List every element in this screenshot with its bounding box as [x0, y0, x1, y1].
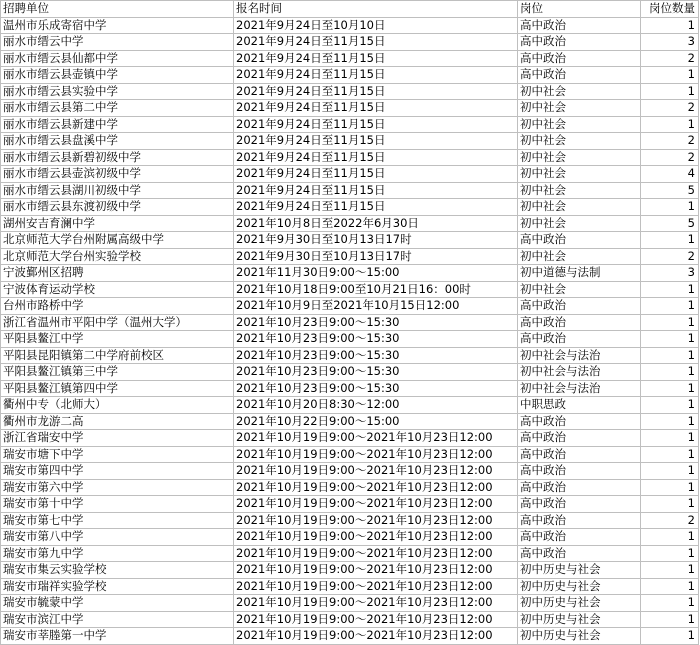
- cell-position: 初中社会与法治: [518, 347, 641, 364]
- cell-period: 2021年10月19日9:00～2021年10月23日12:00: [234, 545, 518, 562]
- cell-count: 1: [641, 314, 699, 331]
- cell-position: 初中社会: [518, 116, 641, 133]
- cell-unit: 丽水市缙云县壶镇中学: [1, 67, 234, 84]
- cell-unit: 丽水市缙云中学: [1, 34, 234, 51]
- table-row: [1, 281, 699, 298]
- cell-count: 1: [641, 17, 699, 34]
- cell-unit: 台州市路桥中学: [1, 298, 234, 315]
- cell-count: 1: [641, 529, 699, 546]
- header-position: 岗位: [518, 1, 641, 18]
- cell-period: 2021年9月24日至11月15日: [234, 199, 518, 216]
- cell-unit: 宁波鄞州区招聘: [1, 265, 234, 282]
- cell-position: 初中社会: [518, 199, 641, 216]
- cell-period: 2021年10月19日9:00～2021年10月23日12:00: [234, 529, 518, 546]
- table-row: [1, 430, 699, 447]
- cell-unit: 平阳县鳌江镇第三中学: [1, 364, 234, 381]
- cell-count: 1: [641, 347, 699, 364]
- cell-count: 1: [641, 232, 699, 249]
- cell-period: 2021年10月23日9:00～15:30: [234, 347, 518, 364]
- header-period: 报名时间: [234, 1, 518, 18]
- table-row: [1, 529, 699, 546]
- cell-period: 2021年9月24日至11月15日: [234, 166, 518, 183]
- cell-unit: 瑞安市滨江中学: [1, 611, 234, 628]
- cell-count: 1: [641, 545, 699, 562]
- cell-position: 初中历史与社会: [518, 628, 641, 645]
- cell-count: 2: [641, 149, 699, 166]
- cell-unit: 瑞安市集云实验学校: [1, 562, 234, 579]
- cell-position: 初中社会: [518, 83, 641, 100]
- header-unit: 招聘单位: [1, 1, 234, 18]
- table-row: [1, 314, 699, 331]
- cell-count: 2: [641, 512, 699, 529]
- cell-position: 高中政治: [518, 529, 641, 546]
- cell-unit: 衢州中专（北师大）: [1, 397, 234, 414]
- cell-period: 2021年10月18日9:00至10月21日16：00时: [234, 281, 518, 298]
- cell-period: 2021年10月23日9:00～15:30: [234, 380, 518, 397]
- cell-period: 2021年10月8日至2022年6月30日: [234, 215, 518, 232]
- cell-unit: 温州市乐成寄宿中学: [1, 17, 234, 34]
- table-row: [1, 116, 699, 133]
- cell-unit: 平阳县鳌江中学: [1, 331, 234, 348]
- cell-period: 2021年10月19日9:00～2021年10月23日12:00: [234, 512, 518, 529]
- cell-period: 2021年10月20日8:30～12:00: [234, 397, 518, 414]
- table-row: [1, 446, 699, 463]
- cell-count: 1: [641, 397, 699, 414]
- cell-count: 1: [641, 446, 699, 463]
- cell-unit: 丽水市缙云县盘溪中学: [1, 133, 234, 150]
- cell-position: 初中历史与社会: [518, 562, 641, 579]
- cell-period: 2021年10月19日9:00～2021年10月23日12:00: [234, 479, 518, 496]
- table-row: [1, 611, 699, 628]
- cell-position: 高中政治: [518, 463, 641, 480]
- cell-unit: 衢州市龙游二高: [1, 413, 234, 430]
- cell-position: 初中历史与社会: [518, 611, 641, 628]
- cell-unit: 浙江省温州市平阳中学（温州大学）: [1, 314, 234, 331]
- cell-count: 1: [641, 430, 699, 447]
- table-row: [1, 347, 699, 364]
- table-row: [1, 479, 699, 496]
- cell-period: 2021年9月24日至11月15日: [234, 34, 518, 51]
- cell-period: 2021年9月24日至11月15日: [234, 133, 518, 150]
- cell-position: 初中社会: [518, 248, 641, 265]
- cell-period: 2021年10月9日至2021年10月15日12:00: [234, 298, 518, 315]
- cell-count: 1: [641, 116, 699, 133]
- table-row: [1, 578, 699, 595]
- cell-count: 2: [641, 133, 699, 150]
- cell-unit: 丽水市缙云县仙都中学: [1, 50, 234, 67]
- cell-period: 2021年10月19日9:00～2021年10月23日12:00: [234, 446, 518, 463]
- table-row: [1, 265, 699, 282]
- cell-period: 2021年10月23日9:00～15:30: [234, 314, 518, 331]
- cell-unit: 丽水市缙云县实验中学: [1, 83, 234, 100]
- cell-period: 2021年11月30日9:00～15:00: [234, 265, 518, 282]
- table-row: [1, 248, 699, 265]
- cell-count: 1: [641, 298, 699, 315]
- cell-unit: 丽水市缙云县湖川初级中学: [1, 182, 234, 199]
- cell-unit: 北京师范大学台州附属高级中学: [1, 232, 234, 249]
- cell-period: 2021年9月30日至10月13日17时: [234, 232, 518, 249]
- cell-period: 2021年9月24日至11月15日: [234, 100, 518, 117]
- cell-count: 1: [641, 199, 699, 216]
- cell-period: 2021年9月24日至11月15日: [234, 50, 518, 67]
- table-row: [1, 34, 699, 51]
- cell-unit: 北京师范大学台州实验学校: [1, 248, 234, 265]
- cell-unit: 瑞安市毓蒙中学: [1, 595, 234, 612]
- cell-position: 高中政治: [518, 17, 641, 34]
- table-row: [1, 182, 699, 199]
- cell-count: 5: [641, 215, 699, 232]
- cell-unit: 瑞安市第十中学: [1, 496, 234, 513]
- cell-count: 1: [641, 463, 699, 480]
- cell-unit: 浙江省瑞安中学: [1, 430, 234, 447]
- table-row: [1, 50, 699, 67]
- cell-period: 2021年9月24日至11月15日: [234, 83, 518, 100]
- cell-position: 初中道德与法制: [518, 265, 641, 282]
- cell-position: 高中政治: [518, 512, 641, 529]
- table-row: [1, 166, 699, 183]
- cell-period: 2021年9月24日至11月15日: [234, 182, 518, 199]
- cell-period: 2021年9月24日至11月15日: [234, 67, 518, 84]
- table-row: [1, 232, 699, 249]
- cell-count: 1: [641, 380, 699, 397]
- cell-count: 2: [641, 100, 699, 117]
- cell-position: 初中社会: [518, 182, 641, 199]
- cell-count: 3: [641, 34, 699, 51]
- cell-position: 高中政治: [518, 496, 641, 513]
- cell-position: 初中社会: [518, 149, 641, 166]
- cell-count: 1: [641, 83, 699, 100]
- cell-count: 1: [641, 595, 699, 612]
- cell-count: 1: [641, 496, 699, 513]
- table-row: [1, 463, 699, 480]
- cell-period: 2021年9月24日至10月10日: [234, 17, 518, 34]
- cell-position: 高中政治: [518, 430, 641, 447]
- cell-count: 1: [641, 67, 699, 84]
- cell-position: 初中社会与法治: [518, 380, 641, 397]
- cell-period: 2021年10月23日9:00～15:30: [234, 364, 518, 381]
- cell-position: 高中政治: [518, 314, 641, 331]
- table-row: [1, 149, 699, 166]
- cell-unit: 丽水市缙云县新建中学: [1, 116, 234, 133]
- cell-unit: 丽水市缙云县东渡初级中学: [1, 199, 234, 216]
- cell-unit: 丽水市缙云县壶滨初级中学: [1, 166, 234, 183]
- table-row: [1, 67, 699, 84]
- table-row: [1, 413, 699, 430]
- cell-position: 高中政治: [518, 67, 641, 84]
- cell-position: 高中政治: [518, 50, 641, 67]
- cell-period: 2021年10月19日9:00～2021年10月23日12:00: [234, 578, 518, 595]
- cell-count: 1: [641, 281, 699, 298]
- cell-position: 初中社会: [518, 166, 641, 183]
- cell-unit: 瑞安市第六中学: [1, 479, 234, 496]
- cell-position: 初中社会: [518, 281, 641, 298]
- table-row: [1, 17, 699, 34]
- cell-period: 2021年10月19日9:00～2021年10月23日12:00: [234, 463, 518, 480]
- header-count: 岗位数量: [641, 1, 699, 18]
- table-row: [1, 83, 699, 100]
- cell-position: 高中政治: [518, 545, 641, 562]
- cell-unit: 湖州安吉育澜中学: [1, 215, 234, 232]
- cell-position: 高中政治: [518, 34, 641, 51]
- cell-period: 2021年10月19日9:00～2021年10月23日12:00: [234, 496, 518, 513]
- cell-period: 2021年10月19日9:00～2021年10月23日12:00: [234, 562, 518, 579]
- cell-unit: 瑞安市瑞祥实验学校: [1, 578, 234, 595]
- cell-unit: 丽水市缙云县新碧初级中学: [1, 149, 234, 166]
- cell-position: 高中政治: [518, 232, 641, 249]
- cell-position: 高中政治: [518, 479, 641, 496]
- cell-unit: 瑞安市莘塍第一中学: [1, 628, 234, 645]
- table-row: [1, 199, 699, 216]
- table-row: [1, 331, 699, 348]
- table-row: [1, 100, 699, 117]
- table-row: [1, 562, 699, 579]
- cell-period: 2021年10月23日9:00～15:30: [234, 331, 518, 348]
- cell-unit: 瑞安市第四中学: [1, 463, 234, 480]
- table-row: [1, 496, 699, 513]
- cell-count: 1: [641, 364, 699, 381]
- cell-count: 1: [641, 611, 699, 628]
- cell-unit: 瑞安市塘下中学: [1, 446, 234, 463]
- cell-period: 2021年9月30日至10月13日17时: [234, 248, 518, 265]
- cell-period: 2021年10月19日9:00～2021年10月23日12:00: [234, 430, 518, 447]
- cell-unit: 平阳县鳌江镇第四中学: [1, 380, 234, 397]
- cell-position: 高中政治: [518, 413, 641, 430]
- cell-count: 1: [641, 413, 699, 430]
- table-body: [1, 17, 699, 644]
- cell-unit: 瑞安市第七中学: [1, 512, 234, 529]
- cell-unit: 瑞安市第八中学: [1, 529, 234, 546]
- cell-count: 4: [641, 166, 699, 183]
- cell-position: 初中社会: [518, 100, 641, 117]
- table-row: [1, 628, 699, 645]
- cell-period: 2021年10月19日9:00～2021年10月23日12:00: [234, 611, 518, 628]
- cell-count: 5: [641, 182, 699, 199]
- cell-position: 初中社会与法治: [518, 364, 641, 381]
- cell-position: 初中社会: [518, 133, 641, 150]
- cell-position: 初中历史与社会: [518, 578, 641, 595]
- table-row: [1, 215, 699, 232]
- cell-period: 2021年10月19日9:00～2021年10月23日12:00: [234, 595, 518, 612]
- cell-unit: 平阳县昆阳镇第二中学府前校区: [1, 347, 234, 364]
- cell-position: 中职思政: [518, 397, 641, 414]
- cell-position: 高中政治: [518, 331, 641, 348]
- cell-count: 1: [641, 578, 699, 595]
- cell-period: 2021年10月22日9:00～15:00: [234, 413, 518, 430]
- table-row: [1, 397, 699, 414]
- table-row: [1, 545, 699, 562]
- cell-unit: 瑞安市第九中学: [1, 545, 234, 562]
- cell-period: 2021年10月19日9:00～2021年10月23日12:00: [234, 628, 518, 645]
- cell-period: 2021年9月24日至11月15日: [234, 116, 518, 133]
- table-row: [1, 133, 699, 150]
- cell-position: 初中历史与社会: [518, 595, 641, 612]
- cell-unit: 宁波体育运动学校: [1, 281, 234, 298]
- cell-count: 3: [641, 265, 699, 282]
- cell-count: 2: [641, 50, 699, 67]
- cell-count: 1: [641, 562, 699, 579]
- cell-count: 2: [641, 248, 699, 265]
- header-row: [1, 1, 699, 18]
- table-row: [1, 380, 699, 397]
- cell-count: 1: [641, 628, 699, 645]
- cell-unit: 丽水市缙云县第二中学: [1, 100, 234, 117]
- table-row: [1, 512, 699, 529]
- cell-count: 1: [641, 331, 699, 348]
- cell-period: 2021年9月24日至11月15日: [234, 149, 518, 166]
- cell-position: 高中政治: [518, 446, 641, 463]
- table-row: [1, 595, 699, 612]
- table-row: [1, 298, 699, 315]
- cell-position: 高中政治: [518, 298, 641, 315]
- cell-count: 1: [641, 479, 699, 496]
- table-row: [1, 364, 699, 381]
- cell-position: 初中社会: [518, 215, 641, 232]
